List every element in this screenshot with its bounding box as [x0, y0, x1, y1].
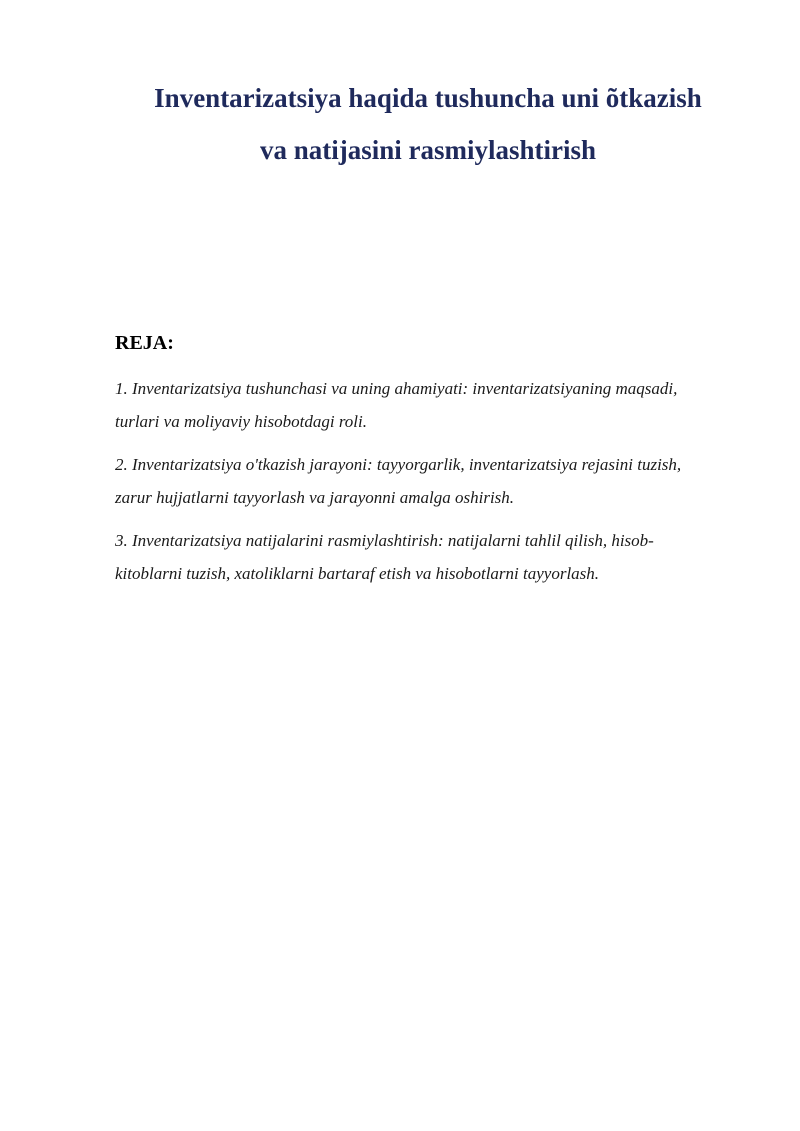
plan-item-line: turlari va moliyaviy hisobotdagi roli.: [115, 412, 367, 431]
plan-item: [115, 372, 747, 438]
plan-item-line: 2. Inventarizatsiya o'tkazish jarayoni: tayyorgarlik, inventarizatsiya rejasini tuzish,: [115, 455, 682, 474]
plan-item: [115, 524, 747, 590]
document-title-line: Inventarizatsiya haqida tushuncha uni õtkazish: [154, 83, 702, 113]
plan-heading: REJA:: [115, 332, 174, 354]
plan-item-line: kitoblarni tuzish, xatoliklarni bartaraf etish va hisobotlarni tayyorlash.: [115, 564, 600, 583]
plan-item-line: 1. Inventarizatsiya tushunchasi va uning ahamiyati: inventarizatsiyaning maqsadi,: [115, 379, 678, 398]
document-title: [115, 72, 741, 176]
plan-item: [115, 448, 747, 514]
plan-list: [115, 372, 747, 600]
plan-item-line: zarur hujjatlarni tayyorlash va jarayonni amalga oshirish.: [115, 488, 515, 507]
plan-item-line: 3. Inventarizatsiya natijalarini rasmiylashtirish: natijalarni tahlil qilish, hisob-: [115, 531, 654, 550]
document-title-line: va natijasini rasmiylashtirish: [259, 135, 597, 165]
